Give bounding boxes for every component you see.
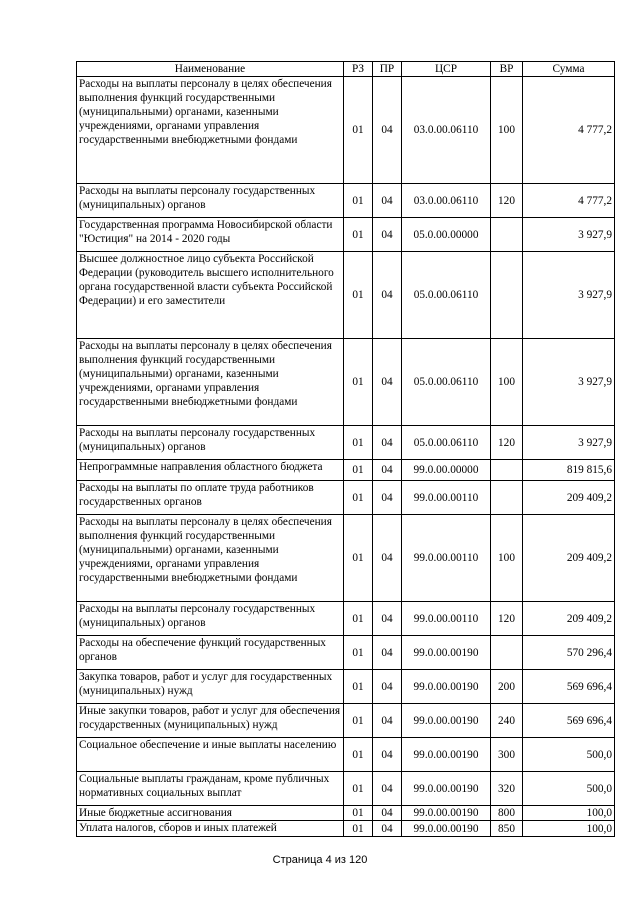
cell-sum: 500,0 [523, 738, 615, 772]
cell-vr: 200 [491, 670, 523, 704]
cell-csr: 99.0.00.00190 [402, 821, 491, 837]
cell-vr: 120 [491, 184, 523, 218]
table-row [77, 77, 615, 184]
cell-vr [491, 481, 523, 515]
table-row [77, 218, 615, 252]
cell-vr: 300 [491, 738, 523, 772]
table-row [77, 339, 615, 426]
cell-sum: 569 696,4 [523, 704, 615, 738]
cell-sum: 819 815,6 [523, 460, 615, 481]
cell-pr: 04 [373, 515, 402, 602]
cell-vr [491, 252, 523, 339]
cell-vr [491, 636, 523, 670]
cell-sum: 100,0 [523, 821, 615, 837]
cell-vr: 240 [491, 704, 523, 738]
cell-vr: 320 [491, 772, 523, 806]
cell-sum: 3 927,9 [523, 426, 615, 460]
cell-name: Расходы на выплаты по оплате труда работников государственных органов [77, 481, 344, 515]
cell-pr: 04 [373, 670, 402, 704]
cell-rz: 01 [344, 184, 373, 218]
cell-csr: 99.0.00.00000 [402, 460, 491, 481]
page-number: Страница 4 из 120 [272, 854, 368, 866]
cell-pr: 04 [373, 339, 402, 426]
cell-sum: 3 927,9 [523, 339, 615, 426]
header-pr: ПР [373, 62, 402, 77]
cell-rz: 01 [344, 602, 373, 636]
cell-vr: 100 [491, 339, 523, 426]
cell-sum: 4 777,2 [523, 184, 615, 218]
cell-csr: 99.0.00.00110 [402, 481, 491, 515]
cell-name: Иные бюджетные ассигнования [77, 806, 344, 821]
cell-pr: 04 [373, 821, 402, 837]
cell-csr: 99.0.00.00190 [402, 636, 491, 670]
cell-name: Расходы на выплаты персоналу в целях обеспечения выполнения функций государственными (муниципальными) органами, казенными учреждениями, органами управления государственными внебюджетными фондами [77, 339, 344, 426]
header-row [77, 62, 615, 77]
table-row [77, 515, 615, 602]
cell-csr: 99.0.00.00190 [402, 772, 491, 806]
cell-pr: 04 [373, 184, 402, 218]
cell-pr: 04 [373, 218, 402, 252]
cell-pr: 04 [373, 460, 402, 481]
cell-rz: 01 [344, 772, 373, 806]
cell-name: Иные закупки товаров, работ и услуг для обеспечения государственных (муниципальных) нужд [77, 704, 344, 738]
cell-csr: 99.0.00.00190 [402, 806, 491, 821]
cell-rz: 01 [344, 77, 373, 184]
header-sum: Сумма [523, 62, 615, 77]
cell-name: Расходы на выплаты персоналу в целях обеспечения выполнения функций государственными (муниципальными) органами, казенными учреждениями, органами управления государственными внебюджетными фондами [77, 77, 344, 184]
cell-rz: 01 [344, 806, 373, 821]
cell-name: Расходы на выплаты персоналу государственных (муниципальных) органов [77, 602, 344, 636]
cell-name: Социальные выплаты гражданам, кроме публичных нормативных социальных выплат [77, 772, 344, 806]
cell-rz: 01 [344, 252, 373, 339]
cell-vr: 100 [491, 515, 523, 602]
table-row [77, 481, 615, 515]
table-row [77, 821, 615, 837]
cell-sum: 209 409,2 [523, 602, 615, 636]
table-row [77, 602, 615, 636]
cell-name: Государственная программа Новосибирской области "Юстиция" на 2014 - 2020 годы [77, 218, 344, 252]
cell-csr: 99.0.00.00190 [402, 738, 491, 772]
cell-sum: 500,0 [523, 772, 615, 806]
cell-pr: 04 [373, 636, 402, 670]
cell-rz: 01 [344, 821, 373, 837]
cell-pr: 04 [373, 77, 402, 184]
cell-name: Расходы на выплаты персоналу государственных (муниципальных) органов [77, 184, 344, 218]
cell-pr: 04 [373, 481, 402, 515]
cell-name: Уплата налогов, сборов и иных платежей [77, 821, 344, 837]
cell-rz: 01 [344, 481, 373, 515]
table-row [77, 184, 615, 218]
cell-name: Расходы на выплаты персоналу государственных (муниципальных) органов [77, 426, 344, 460]
cell-sum: 209 409,2 [523, 515, 615, 602]
header-rz: РЗ [344, 62, 373, 77]
cell-csr: 03.0.00.06110 [402, 77, 491, 184]
cell-csr: 99.0.00.00110 [402, 515, 491, 602]
table-row [77, 772, 615, 806]
cell-rz: 01 [344, 339, 373, 426]
header-csr: ЦСР [402, 62, 491, 77]
cell-vr [491, 460, 523, 481]
cell-vr: 800 [491, 806, 523, 821]
cell-rz: 01 [344, 218, 373, 252]
cell-csr: 99.0.00.00110 [402, 602, 491, 636]
cell-sum: 569 696,4 [523, 670, 615, 704]
cell-rz: 01 [344, 460, 373, 481]
table-row [77, 460, 615, 481]
table-row [77, 738, 615, 772]
cell-sum: 3 927,9 [523, 252, 615, 339]
cell-vr [491, 218, 523, 252]
cell-rz: 01 [344, 426, 373, 460]
table-row [77, 670, 615, 704]
cell-rz: 01 [344, 704, 373, 738]
cell-csr: 99.0.00.00190 [402, 670, 491, 704]
cell-sum: 100,0 [523, 806, 615, 821]
cell-vr: 850 [491, 821, 523, 837]
cell-sum: 209 409,2 [523, 481, 615, 515]
cell-pr: 04 [373, 252, 402, 339]
cell-pr: 04 [373, 426, 402, 460]
cell-csr: 03.0.00.06110 [402, 184, 491, 218]
cell-pr: 04 [373, 806, 402, 821]
table-row [77, 806, 615, 821]
cell-rz: 01 [344, 636, 373, 670]
cell-csr: 05.0.00.06110 [402, 252, 491, 339]
table-row [77, 636, 615, 670]
cell-vr: 120 [491, 426, 523, 460]
cell-pr: 04 [373, 704, 402, 738]
cell-rz: 01 [344, 670, 373, 704]
cell-name: Непрограммные направления областного бюджета [77, 460, 344, 481]
cell-csr: 99.0.00.00190 [402, 704, 491, 738]
cell-name: Расходы на обеспечение функций государственных органов [77, 636, 344, 670]
cell-vr: 100 [491, 77, 523, 184]
cell-pr: 04 [373, 738, 402, 772]
cell-name: Расходы на выплаты персоналу в целях обеспечения выполнения функций государственными (муниципальными) органами, казенными учреждениями, органами управления государственными внебюджетными фондами [77, 515, 344, 602]
header-name: Наименование [77, 62, 344, 77]
cell-sum: 570 296,4 [523, 636, 615, 670]
cell-sum: 4 777,2 [523, 77, 615, 184]
table-row [77, 426, 615, 460]
cell-csr: 05.0.00.06110 [402, 426, 491, 460]
cell-name: Социальное обеспечение и иные выплаты населению [77, 738, 344, 772]
header-vr: ВР [491, 62, 523, 77]
cell-pr: 04 [373, 602, 402, 636]
table-row [77, 252, 615, 339]
cell-name: Закупка товаров, работ и услуг для государственных (муниципальных) нужд [77, 670, 344, 704]
cell-sum: 3 927,9 [523, 218, 615, 252]
cell-csr: 05.0.00.00000 [402, 218, 491, 252]
budget-table [76, 61, 615, 837]
cell-rz: 01 [344, 515, 373, 602]
cell-name: Высшее должностное лицо субъекта Российской Федерации (руководитель высшего исполнительного органа государственной власти субъекта Российской Федерации) и его заместители [77, 252, 344, 339]
cell-csr: 05.0.00.06110 [402, 339, 491, 426]
table-row [77, 704, 615, 738]
cell-rz: 01 [344, 738, 373, 772]
cell-pr: 04 [373, 772, 402, 806]
cell-vr: 120 [491, 602, 523, 636]
